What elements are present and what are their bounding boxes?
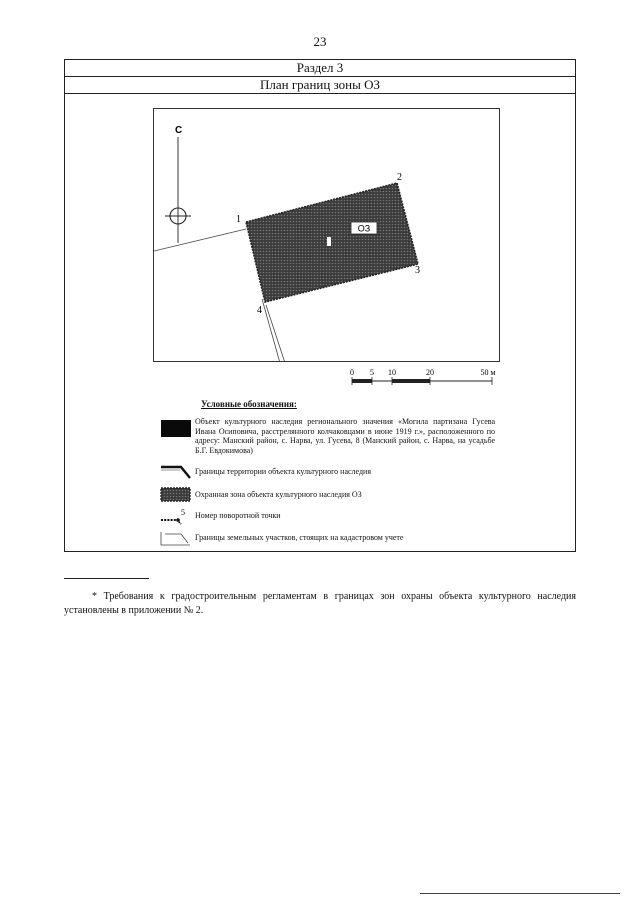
page-number: 23: [313, 34, 327, 49]
point-2-label: 2: [397, 172, 402, 183]
legend-item-territory: [157, 464, 497, 486]
legend-text-zone: Охранная зона объекта культурного наследия ОЗ: [195, 490, 362, 499]
legend-item-object: [157, 417, 497, 455]
legend-item-point: [157, 507, 497, 529]
section-frame: [64, 59, 576, 552]
object-marker: [327, 237, 331, 246]
section-heading: Раздел 3: [65, 60, 575, 77]
legend-text-point: Номер поворотной точки: [195, 511, 281, 520]
parcel-line-west: [154, 229, 246, 251]
map-plan: [153, 108, 500, 362]
scale-label-20: 20: [426, 368, 434, 377]
parcel-border-icon: [157, 530, 193, 552]
plan-title: План границ зоны ОЗ: [65, 77, 575, 94]
footnote-text: * Требования к градостроительным регламентам в границах зон охраны объекта культурного наследия установлены в приложении № 2.: [64, 591, 576, 616]
protection-zone-polygon: [246, 183, 418, 302]
legend-text-object: Объект культурного наследия регионального значения «Могила партизана Гусева Ивана Осиповича, расстрелянного колчаковцами в июне 1919 г.», расположенного по адресу: Манский район, с. Нарва, ул. Гусева, 8 (Манский район, с. Нарва, на усадьбе Б.Г. Евдокимова): [195, 417, 495, 455]
legend-title: Условные обозначения:: [201, 399, 297, 409]
footnote-divider: [64, 578, 149, 579]
zone-label: ОЗ: [357, 223, 371, 234]
north-label: С: [175, 125, 183, 136]
scale-bar-graphic: [345, 366, 505, 396]
legend-text-territory: Границы территории объекта культурного наследия: [195, 467, 372, 476]
object-fill-icon: [157, 417, 193, 439]
legend-text-parcel: Границы земельных участков, стоящих на кадастровом учете: [195, 533, 404, 542]
scale-label-0: 0: [350, 368, 354, 377]
point-4-label: 4: [257, 305, 262, 316]
map-canvas: [154, 109, 500, 362]
legend-item-zone: [157, 486, 497, 508]
legend-item-parcel: [157, 530, 497, 552]
territory-border-icon: [157, 464, 193, 486]
scale-bar: [345, 366, 505, 396]
parcel-line-south-2: [266, 305, 285, 362]
turning-point-number: 5: [181, 508, 185, 517]
north-arrow-icon: [165, 125, 191, 243]
scale-label-5: 5: [370, 368, 374, 377]
bottom-line: [420, 893, 620, 894]
parcel-line-south: [262, 299, 280, 362]
scale-label-50: 50 м: [480, 368, 496, 377]
point-3-label: 3: [415, 265, 420, 276]
protection-zone-icon: [157, 486, 193, 508]
point-1-label: 1: [236, 214, 241, 225]
scale-label-10: 10: [388, 368, 396, 377]
turning-point-icon: [157, 507, 193, 529]
